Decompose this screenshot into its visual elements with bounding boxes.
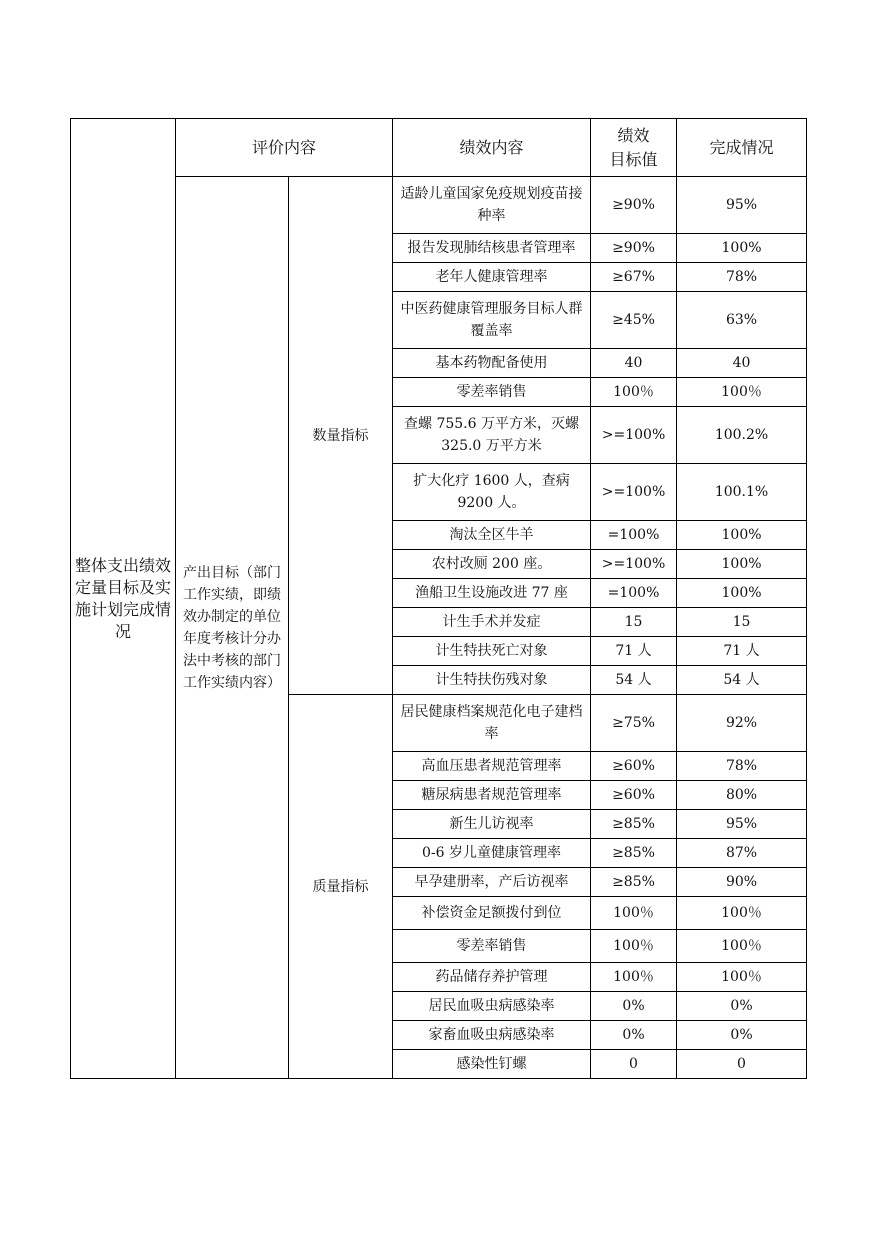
header-row <box>71 119 807 177</box>
perf-content-cell: 居民血吸虫病感染率 <box>393 992 591 1021</box>
target-value-cell: 100％ <box>591 897 677 930</box>
quality-indicator-label: 质量指标 <box>289 695 393 1079</box>
target-value-cell: ≥90% <box>591 177 677 234</box>
perf-content-cell: 计生特扶死亡对象 <box>393 637 591 666</box>
perf-content-cell: 渔船卫生设施改进 77 座 <box>393 579 591 608</box>
completion-cell: 95% <box>677 810 807 839</box>
target-value-cell: ≥75% <box>591 695 677 752</box>
target-value-cell: 0% <box>591 992 677 1021</box>
perf-content-cell: 0-6 岁儿童健康管理率 <box>393 839 591 868</box>
perf-content-cell: 糖尿病患者规范管理率 <box>393 781 591 810</box>
target-value-cell: ≥60% <box>591 781 677 810</box>
target-value-cell: 100％ <box>591 930 677 963</box>
completion-cell: 80% <box>677 781 807 810</box>
target-value-cell: 100％ <box>591 378 677 407</box>
target-value-cell: 0 <box>591 1050 677 1079</box>
target-value-cell: ≥60% <box>591 752 677 781</box>
target-value-cell: >=100% <box>591 550 677 579</box>
perf-content-cell: 报告发现肺结核患者管理率 <box>393 234 591 263</box>
completion-cell: 100% <box>677 234 807 263</box>
perf-content-cell: 淘汰全区牛羊 <box>393 521 591 550</box>
target-value-cell: ≥67% <box>591 263 677 292</box>
completion-cell: 78% <box>677 263 807 292</box>
completion-cell: 63% <box>677 292 807 349</box>
row-group-label: 整体支出绩效定量目标及实施计划完成情况 <box>71 119 176 1079</box>
perf-content-cell: 计生手术并发症 <box>393 608 591 637</box>
completion-cell: 0% <box>677 992 807 1021</box>
completion-cell: 95% <box>677 177 807 234</box>
completion-cell: 100％ <box>677 930 807 963</box>
target-value-cell: ≥85% <box>591 810 677 839</box>
completion-cell: 100% <box>677 579 807 608</box>
perf-content-cell: 高血压患者规范管理率 <box>393 752 591 781</box>
header-eval-content: 评价内容 <box>176 119 393 177</box>
perf-content-cell: 新生儿访视率 <box>393 810 591 839</box>
target-value-cell: ≥45% <box>591 292 677 349</box>
completion-cell: 40 <box>677 349 807 378</box>
completion-cell: 54 人 <box>677 666 807 695</box>
perf-content-cell: 家畜血吸虫病感染率 <box>393 1021 591 1050</box>
perf-content-cell: 老年人健康管理率 <box>393 263 591 292</box>
header-perf-content: 绩效内容 <box>393 119 591 177</box>
performance-table <box>70 118 807 1079</box>
completion-cell: 100％ <box>677 963 807 992</box>
target-value-cell: 15 <box>591 608 677 637</box>
target-value-cell: 71 人 <box>591 637 677 666</box>
target-value-cell: ≥85% <box>591 868 677 897</box>
perf-content-cell: 早孕建册率，产后访视率 <box>393 868 591 897</box>
completion-cell: 100% <box>677 521 807 550</box>
perf-content-cell: 感染性钉螺 <box>393 1050 591 1079</box>
perf-content-cell: 农村改厕 200 座。 <box>393 550 591 579</box>
header-target <box>591 119 677 177</box>
header-completion: 完成情况 <box>677 119 807 177</box>
completion-cell: 71 人 <box>677 637 807 666</box>
perf-content-cell: 计生特扶伤残对象 <box>393 666 591 695</box>
completion-cell: 78% <box>677 752 807 781</box>
target-value-cell: =100% <box>591 579 677 608</box>
target-value-cell: 100％ <box>591 963 677 992</box>
completion-cell: 92% <box>677 695 807 752</box>
quantity-indicator-label: 数量指标 <box>289 177 393 695</box>
perf-content-cell: 补偿资金足额拨付到位 <box>393 897 591 930</box>
target-value-cell: 54 人 <box>591 666 677 695</box>
target-value-cell: =100% <box>591 521 677 550</box>
completion-cell: 100％ <box>677 897 807 930</box>
perf-content-cell: 中医药健康管理服务目标人群覆盖率 <box>393 292 591 349</box>
target-value-cell: ≥90% <box>591 234 677 263</box>
completion-cell: 87% <box>677 839 807 868</box>
perf-content-cell: 药品储存养护管理 <box>393 963 591 992</box>
completion-cell: 100.2% <box>677 407 807 464</box>
perf-content-cell: 扩大化疗 1600 人，查病 9200 人。 <box>393 464 591 521</box>
table-body <box>71 119 807 1079</box>
completion-cell: 15 <box>677 608 807 637</box>
perf-content-cell: 零差率销售 <box>393 930 591 963</box>
completion-cell: 0% <box>677 1021 807 1050</box>
perf-content-cell: 查螺 755.6 万平方米，灭螺 325.0 万平方米 <box>393 407 591 464</box>
perf-content-cell: 居民健康档案规范化电子建档率 <box>393 695 591 752</box>
completion-cell: 0 <box>677 1050 807 1079</box>
perf-content-cell: 基本药物配备使用 <box>393 349 591 378</box>
perf-content-cell: 适龄儿童国家免疫规划疫苗接种率 <box>393 177 591 234</box>
header-target-line2: 目标值 <box>609 149 658 169</box>
completion-cell: 100％ <box>677 378 807 407</box>
completion-cell: 90% <box>677 868 807 897</box>
completion-cell: 100% <box>677 550 807 579</box>
perf-content-cell: 零差率销售 <box>393 378 591 407</box>
target-value-cell: >=100% <box>591 407 677 464</box>
target-value-cell: 40 <box>591 349 677 378</box>
completion-cell: 100.1% <box>677 464 807 521</box>
output-target-label: 产出目标（部门工作实绩，即绩效办制定的单位年度考核计分办法中考核的部门工作实绩内容） <box>176 177 289 1079</box>
header-target-line1: 绩效 <box>617 125 650 145</box>
target-value-cell: >=100% <box>591 464 677 521</box>
table-row <box>71 177 807 234</box>
target-value-cell: 0% <box>591 1021 677 1050</box>
target-value-cell: ≥85% <box>591 839 677 868</box>
